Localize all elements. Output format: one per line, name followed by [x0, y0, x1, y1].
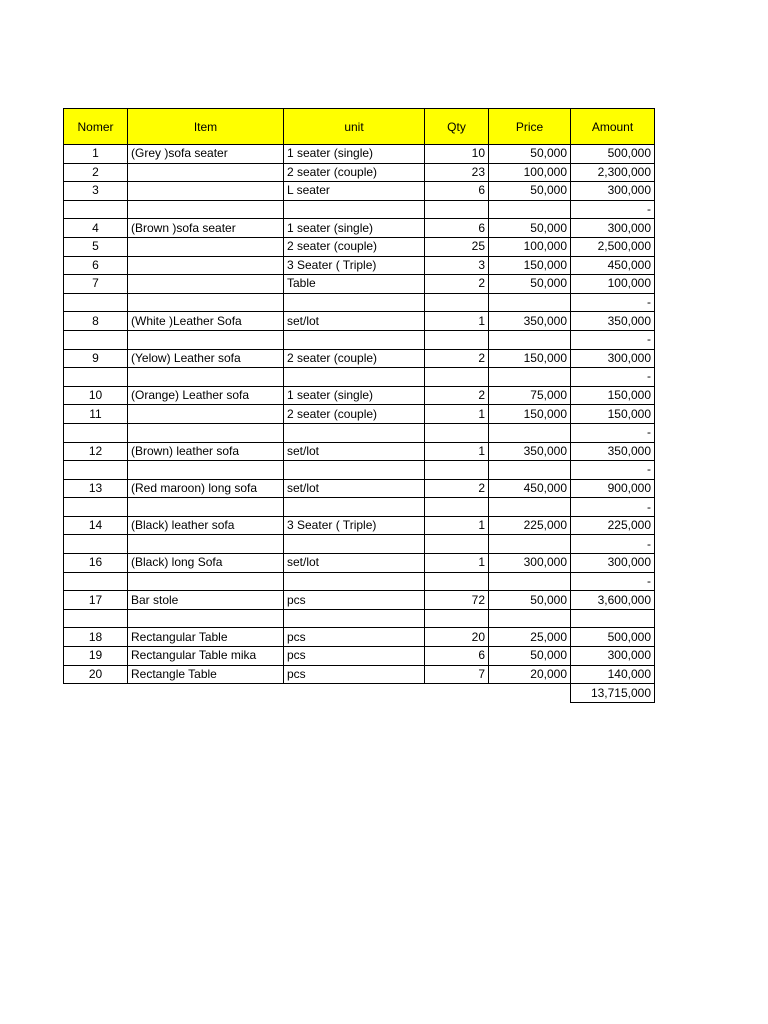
qty-cell[interactable]: 1 — [425, 405, 489, 424]
unit-cell[interactable]: Table — [284, 275, 425, 294]
nomer-cell[interactable]: 11 — [64, 405, 128, 424]
price-cell[interactable]: 150,000 — [489, 405, 571, 424]
table-row — [64, 200, 655, 219]
item-cell[interactable]: (Black) leather sofa — [128, 516, 284, 535]
nomer-cell[interactable]: 16 — [64, 554, 128, 573]
qty-cell[interactable] — [425, 572, 489, 591]
qty-cell[interactable] — [425, 461, 489, 480]
price-cell[interactable]: 50,000 — [489, 219, 571, 238]
amount-cell[interactable]: - — [571, 535, 655, 554]
amount-cell[interactable]: 300,000 — [571, 647, 655, 666]
price-cell[interactable]: 50,000 — [489, 647, 571, 666]
table-row — [64, 330, 655, 349]
unit-cell[interactable] — [284, 572, 425, 591]
table-row — [64, 461, 655, 480]
item-cell[interactable]: (White )Leather Sofa — [128, 312, 284, 331]
header-item[interactable]: Item — [128, 109, 284, 145]
price-cell[interactable] — [489, 572, 571, 591]
price-cell[interactable]: 100,000 — [489, 163, 571, 182]
unit-cell[interactable]: 1 seater (single) — [284, 145, 425, 164]
amount-cell[interactable]: 500,000 — [571, 145, 655, 164]
item-cell[interactable] — [128, 256, 284, 275]
unit-cell[interactable]: set/lot — [284, 554, 425, 573]
grand-total-cell[interactable]: 13,715,000 — [571, 684, 655, 703]
item-cell[interactable] — [128, 535, 284, 554]
table-row — [64, 275, 655, 294]
qty-cell[interactable]: 25 — [425, 237, 489, 256]
amount-cell[interactable]: 100,000 — [571, 275, 655, 294]
total-spacer — [284, 684, 425, 703]
table-body — [64, 145, 655, 684]
unit-cell[interactable] — [284, 330, 425, 349]
price-cell[interactable] — [489, 461, 571, 480]
table-row — [64, 237, 655, 256]
nomer-cell[interactable]: 18 — [64, 628, 128, 647]
unit-cell[interactable]: pcs — [284, 591, 425, 610]
unit-cell[interactable] — [284, 461, 425, 480]
amount-cell[interactable]: - — [571, 498, 655, 517]
unit-cell[interactable]: 1 seater (single) — [284, 386, 425, 405]
item-cell[interactable]: Rectangular Table mika — [128, 647, 284, 666]
item-cell[interactable]: (Yelow) Leather sofa — [128, 349, 284, 368]
table-row — [64, 442, 655, 461]
unit-cell[interactable] — [284, 498, 425, 517]
table-row — [64, 535, 655, 554]
amount-cell[interactable]: - — [571, 423, 655, 442]
nomer-cell[interactable]: 14 — [64, 516, 128, 535]
amount-cell[interactable]: 2,500,000 — [571, 237, 655, 256]
price-table — [63, 108, 655, 703]
amount-cell[interactable]: 450,000 — [571, 256, 655, 275]
table-row — [64, 145, 655, 164]
total-spacer — [425, 684, 489, 703]
table-row — [64, 349, 655, 368]
qty-cell[interactable]: 6 — [425, 219, 489, 238]
unit-cell[interactable]: 2 seater (couple) — [284, 405, 425, 424]
price-cell[interactable]: 20,000 — [489, 665, 571, 684]
nomer-cell[interactable]: 5 — [64, 237, 128, 256]
qty-cell[interactable]: 72 — [425, 591, 489, 610]
nomer-cell[interactable]: 2 — [64, 163, 128, 182]
unit-cell[interactable]: 1 seater (single) — [284, 219, 425, 238]
table-row — [64, 591, 655, 610]
unit-cell[interactable] — [284, 368, 425, 387]
table-footer — [64, 684, 655, 703]
table-row — [64, 256, 655, 275]
qty-cell[interactable]: 2 — [425, 479, 489, 498]
unit-cell[interactable] — [284, 423, 425, 442]
qty-cell[interactable]: 2 — [425, 275, 489, 294]
nomer-cell[interactable]: 8 — [64, 312, 128, 331]
amount-cell[interactable]: 350,000 — [571, 442, 655, 461]
item-cell[interactable] — [128, 461, 284, 480]
price-cell[interactable]: 50,000 — [489, 591, 571, 610]
unit-cell[interactable]: 2 seater (couple) — [284, 349, 425, 368]
amount-cell[interactable]: 3,600,000 — [571, 591, 655, 610]
item-cell[interactable] — [128, 330, 284, 349]
unit-cell[interactable] — [284, 293, 425, 312]
qty-cell[interactable]: 20 — [425, 628, 489, 647]
item-cell[interactable] — [128, 293, 284, 312]
table-row — [64, 572, 655, 591]
qty-cell[interactable] — [425, 368, 489, 387]
table-row — [64, 312, 655, 331]
amount-cell[interactable]: 300,000 — [571, 554, 655, 573]
item-cell[interactable] — [128, 182, 284, 201]
price-cell[interactable] — [489, 423, 571, 442]
qty-cell[interactable]: 1 — [425, 312, 489, 331]
qty-cell[interactable]: 6 — [425, 647, 489, 666]
table-row — [64, 163, 655, 182]
header-price[interactable]: Price — [489, 109, 571, 145]
qty-cell[interactable]: 2 — [425, 386, 489, 405]
item-cell[interactable]: (Grey )sofa seater — [128, 145, 284, 164]
price-cell[interactable]: 300,000 — [489, 554, 571, 573]
qty-cell[interactable]: 2 — [425, 349, 489, 368]
nomer-cell[interactable]: 7 — [64, 275, 128, 294]
qty-cell[interactable] — [425, 330, 489, 349]
nomer-cell[interactable]: 12 — [64, 442, 128, 461]
item-cell[interactable]: Rectangular Table — [128, 628, 284, 647]
unit-cell[interactable]: pcs — [284, 628, 425, 647]
qty-cell[interactable]: 1 — [425, 442, 489, 461]
nomer-cell[interactable]: 20 — [64, 665, 128, 684]
price-cell[interactable] — [489, 200, 571, 219]
item-cell[interactable] — [128, 275, 284, 294]
qty-cell[interactable]: 1 — [425, 554, 489, 573]
total-spacer — [128, 684, 284, 703]
nomer-cell[interactable]: 13 — [64, 479, 128, 498]
nomer-cell[interactable]: 3 — [64, 182, 128, 201]
table-row — [64, 368, 655, 387]
item-cell[interactable] — [128, 423, 284, 442]
unit-cell[interactable]: set/lot — [284, 312, 425, 331]
table-row — [64, 516, 655, 535]
table-row — [64, 498, 655, 517]
nomer-cell[interactable] — [64, 498, 128, 517]
item-cell[interactable]: (Black) long Sofa — [128, 554, 284, 573]
table-row — [64, 386, 655, 405]
amount-cell[interactable]: 2,300,000 — [571, 163, 655, 182]
amount-cell[interactable]: 225,000 — [571, 516, 655, 535]
nomer-cell[interactable]: 4 — [64, 219, 128, 238]
price-cell[interactable]: 75,000 — [489, 386, 571, 405]
price-cell[interactable]: 100,000 — [489, 237, 571, 256]
header-unit[interactable]: unit — [284, 109, 425, 145]
item-cell[interactable]: (Brown) leather sofa — [128, 442, 284, 461]
price-cell[interactable]: 225,000 — [489, 516, 571, 535]
item-cell[interactable] — [128, 163, 284, 182]
table-row — [64, 423, 655, 442]
amount-cell[interactable]: 300,000 — [571, 182, 655, 201]
table-row — [64, 219, 655, 238]
header-row — [64, 109, 655, 145]
qty-cell[interactable] — [425, 535, 489, 554]
nomer-cell[interactable] — [64, 572, 128, 591]
nomer-cell[interactable] — [64, 200, 128, 219]
qty-cell[interactable]: 6 — [425, 182, 489, 201]
price-cell[interactable] — [489, 293, 571, 312]
unit-cell[interactable] — [284, 609, 425, 628]
header-qty[interactable]: Qty — [425, 109, 489, 145]
qty-cell[interactable]: 7 — [425, 665, 489, 684]
qty-cell[interactable] — [425, 423, 489, 442]
total-spacer — [64, 684, 128, 703]
total-spacer — [489, 684, 571, 703]
amount-cell[interactable]: - — [571, 200, 655, 219]
price-cell[interactable]: 150,000 — [489, 256, 571, 275]
amount-cell[interactable]: - — [571, 330, 655, 349]
item-cell[interactable] — [128, 498, 284, 517]
qty-cell[interactable] — [425, 293, 489, 312]
item-cell[interactable] — [128, 609, 284, 628]
table-row — [64, 665, 655, 684]
qty-cell[interactable]: 23 — [425, 163, 489, 182]
item-cell[interactable] — [128, 368, 284, 387]
item-cell[interactable] — [128, 200, 284, 219]
nomer-cell[interactable] — [64, 609, 128, 628]
table-row — [64, 182, 655, 201]
unit-cell[interactable] — [284, 200, 425, 219]
nomer-cell[interactable] — [64, 461, 128, 480]
item-cell[interactable]: Rectangle Table — [128, 665, 284, 684]
nomer-cell[interactable] — [64, 535, 128, 554]
item-cell[interactable]: (Red maroon) long sofa — [128, 479, 284, 498]
amount-cell[interactable]: 500,000 — [571, 628, 655, 647]
price-cell[interactable]: 50,000 — [489, 275, 571, 294]
amount-cell[interactable]: 300,000 — [571, 349, 655, 368]
qty-cell[interactable] — [425, 609, 489, 628]
amount-cell[interactable]: 140,000 — [571, 665, 655, 684]
price-cell[interactable] — [489, 498, 571, 517]
amount-cell[interactable]: 300,000 — [571, 219, 655, 238]
qty-cell[interactable]: 1 — [425, 516, 489, 535]
nomer-cell[interactable]: 9 — [64, 349, 128, 368]
unit-cell[interactable]: 3 Seater ( Triple) — [284, 256, 425, 275]
price-cell[interactable]: 350,000 — [489, 312, 571, 331]
price-cell[interactable]: 150,000 — [489, 349, 571, 368]
nomer-cell[interactable]: 10 — [64, 386, 128, 405]
unit-cell[interactable]: 2 seater (couple) — [284, 163, 425, 182]
price-cell[interactable]: 50,000 — [489, 182, 571, 201]
total-row — [64, 684, 655, 703]
amount-cell[interactable]: 350,000 — [571, 312, 655, 331]
item-cell[interactable]: (Brown )sofa seater — [128, 219, 284, 238]
unit-cell[interactable]: set/lot — [284, 479, 425, 498]
unit-cell[interactable]: pcs — [284, 665, 425, 684]
amount-cell[interactable]: - — [571, 572, 655, 591]
table-row — [64, 293, 655, 312]
amount-cell[interactable]: - — [571, 293, 655, 312]
nomer-cell[interactable]: 19 — [64, 647, 128, 666]
qty-cell[interactable] — [425, 200, 489, 219]
table-row — [64, 554, 655, 573]
item-cell[interactable] — [128, 572, 284, 591]
amount-cell[interactable]: 150,000 — [571, 405, 655, 424]
qty-cell[interactable] — [425, 498, 489, 517]
table-row — [64, 405, 655, 424]
item-cell[interactable]: (Orange) Leather sofa — [128, 386, 284, 405]
unit-cell[interactable]: 3 Seater ( Triple) — [284, 516, 425, 535]
header-amount[interactable]: Amount — [571, 109, 655, 145]
price-cell[interactable]: 25,000 — [489, 628, 571, 647]
price-cell[interactable]: 450,000 — [489, 479, 571, 498]
table-row — [64, 479, 655, 498]
unit-cell[interactable]: 2 seater (couple) — [284, 237, 425, 256]
amount-cell[interactable]: - — [571, 461, 655, 480]
amount-cell[interactable]: - — [571, 368, 655, 387]
table-row — [64, 628, 655, 647]
qty-cell[interactable]: 3 — [425, 256, 489, 275]
nomer-cell[interactable]: 1 — [64, 145, 128, 164]
nomer-cell[interactable]: 6 — [64, 256, 128, 275]
table-row — [64, 647, 655, 666]
price-cell[interactable] — [489, 368, 571, 387]
qty-cell[interactable]: 10 — [425, 145, 489, 164]
price-cell[interactable] — [489, 609, 571, 628]
price-cell[interactable]: 350,000 — [489, 442, 571, 461]
amount-cell[interactable] — [571, 609, 655, 628]
table-row — [64, 609, 655, 628]
amount-cell[interactable]: 150,000 — [571, 386, 655, 405]
header-nomer[interactable]: Nomer — [64, 109, 128, 145]
price-cell[interactable]: 50,000 — [489, 145, 571, 164]
item-cell[interactable] — [128, 405, 284, 424]
unit-cell[interactable] — [284, 535, 425, 554]
price-cell[interactable] — [489, 535, 571, 554]
unit-cell[interactable]: set/lot — [284, 442, 425, 461]
nomer-cell[interactable]: 17 — [64, 591, 128, 610]
item-cell[interactable]: Bar stole — [128, 591, 284, 610]
unit-cell[interactable]: pcs — [284, 647, 425, 666]
nomer-cell[interactable] — [64, 293, 128, 312]
nomer-cell[interactable] — [64, 330, 128, 349]
nomer-cell[interactable] — [64, 423, 128, 442]
nomer-cell[interactable] — [64, 368, 128, 387]
table-header — [64, 109, 655, 145]
unit-cell[interactable]: L seater — [284, 182, 425, 201]
price-cell[interactable] — [489, 330, 571, 349]
amount-cell[interactable]: 900,000 — [571, 479, 655, 498]
item-cell[interactable] — [128, 237, 284, 256]
